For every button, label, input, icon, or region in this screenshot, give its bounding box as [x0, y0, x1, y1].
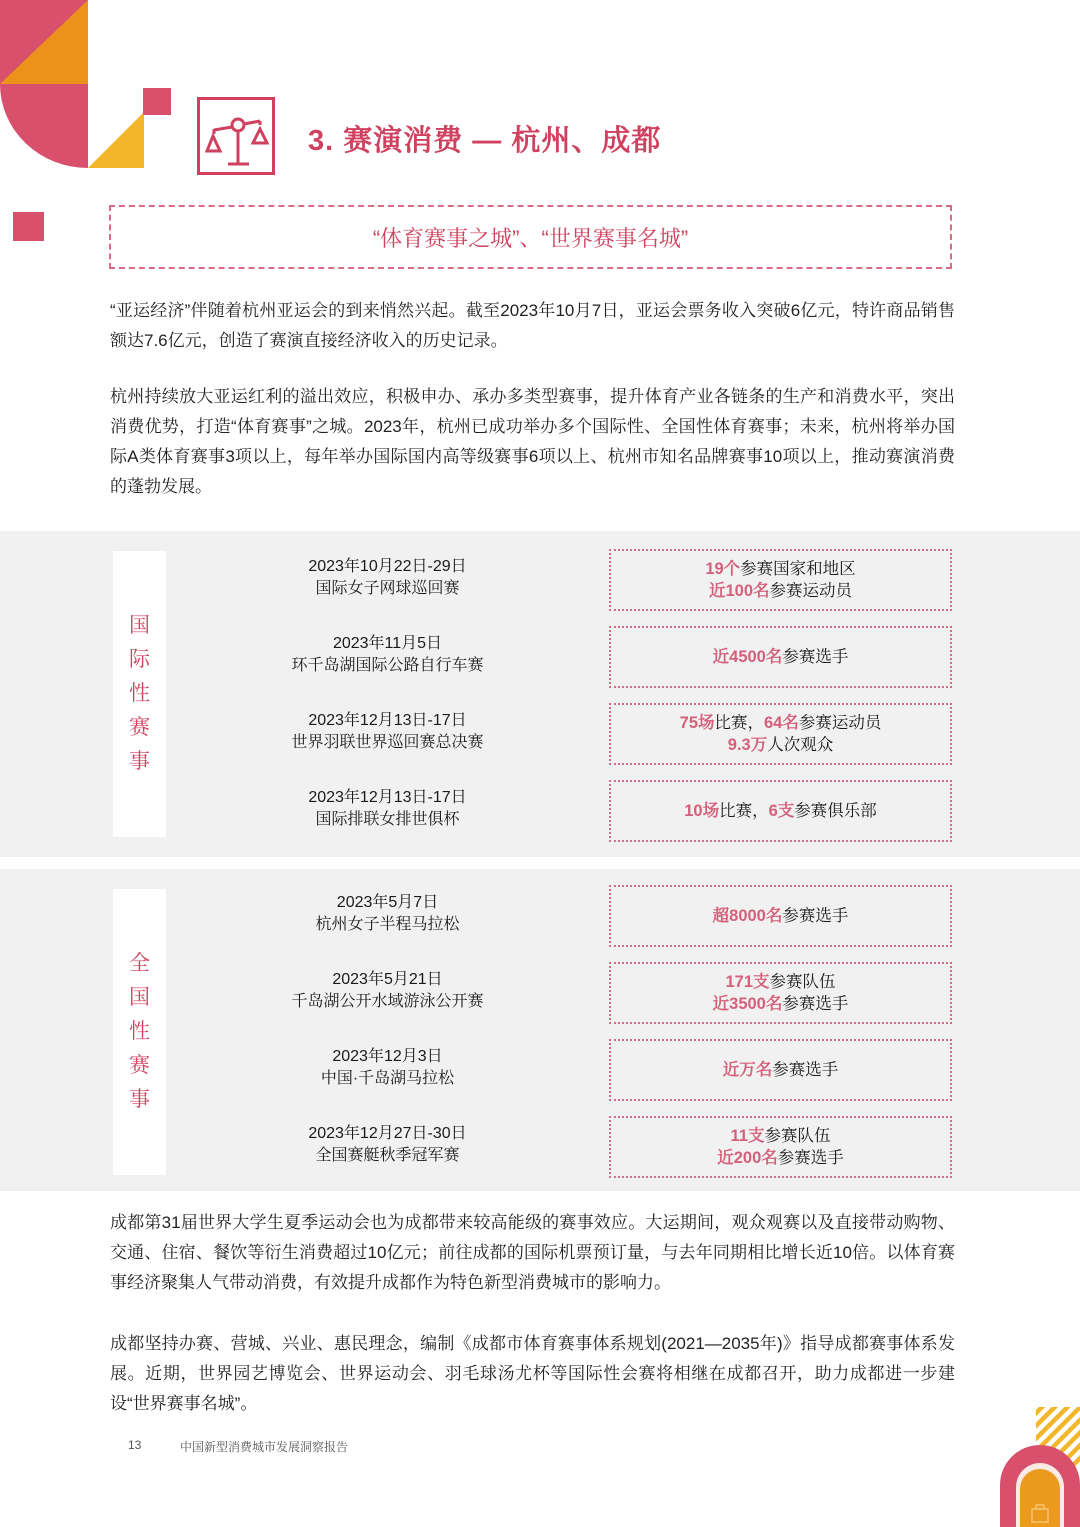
stat-text: 参赛运动员	[798, 714, 882, 732]
label-char: 赛	[129, 1054, 150, 1077]
national-events-label	[113, 889, 166, 1175]
event-date: 2023年12月13日-17日	[308, 789, 467, 806]
paragraph-asian-games-economy: “亚运经济”伴随着杭州亚运会的到来悄然兴起。截至2023年10月7日，亚运会票务收入突破6亿元，特许商品销售额达7.6亿元，创造了赛演直接经济收入的历史记录。	[110, 301, 955, 350]
stat-highlight: 近4500名	[712, 648, 783, 666]
event-stats-box	[609, 780, 952, 842]
event-stats-box	[609, 885, 952, 947]
label-char: 赛	[129, 716, 150, 739]
stat-text: 参赛队伍	[764, 1127, 831, 1145]
stat-line	[713, 646, 849, 668]
stat-highlight: 19个	[705, 560, 741, 578]
scales-icon	[197, 97, 275, 175]
stat-line	[725, 971, 835, 993]
event-info	[250, 710, 525, 754]
stat-text: 参赛国家和地区	[740, 560, 856, 578]
event-name: 中国·千岛湖马拉松	[320, 1070, 455, 1087]
event-name: 全国赛艇秋季冠军赛	[315, 1147, 460, 1164]
event-info	[250, 556, 525, 600]
stat-highlight: 6支	[768, 802, 795, 820]
event-stats-box	[609, 626, 952, 688]
stat-highlight: 64名	[764, 714, 799, 732]
label-char: 国	[129, 614, 150, 637]
stat-text: 参赛队伍	[769, 973, 836, 991]
stat-text: 比赛，	[714, 714, 764, 732]
paragraph-hangzhou-events: 杭州持续放大亚运红利的溢出效应，积极申办、承办多类型赛事，提升体育产业各链条的生产和消费水平，突出消费优势，打造“体育赛事”之城。2023年，杭州已成功举办多个国际性、全国性体育赛事；未来，杭州将举办国际A类体育赛事3项以上，每年举办国际国内高等级赛事6项以上、杭州市知名品牌赛事10项以上，推动赛演消费的蓬勃发展。	[110, 387, 955, 496]
event-date: 2023年12月13日-17日	[308, 712, 467, 729]
stat-line	[713, 993, 849, 1015]
stat-highlight: 近200名	[717, 1149, 778, 1167]
event-stats-box	[609, 962, 952, 1024]
stat-highlight: 9.3万	[727, 736, 768, 754]
stat-highlight: 超8000名	[712, 907, 783, 925]
event-date: 2023年12月3日	[332, 1048, 443, 1065]
stat-text: 人次观众	[767, 736, 834, 754]
stat-text: 参赛选手	[772, 1061, 839, 1079]
event-name: 国际排联女排世俱杯	[315, 811, 460, 828]
stat-line	[713, 905, 849, 927]
label-char: 全	[129, 952, 150, 975]
section-title: 3. 赛演消费 — 杭州、成都	[308, 125, 662, 157]
label-char: 事	[129, 1088, 150, 1111]
event-date: 2023年5月21日	[332, 971, 443, 988]
label-char: 性	[129, 1020, 150, 1043]
label-char: 事	[129, 750, 150, 773]
event-stats-box	[609, 549, 952, 611]
event-stats-box	[609, 1039, 952, 1101]
event-info	[250, 892, 525, 936]
paragraph-chengdu-universiade: 成都第31届世界大学生夏季运动会也为成都带来较高能级的赛事效应。大运期间，观众观赛以及直接带动购物、交通、住宿、餐饮等衍生消费超过10亿元；前往成都的国际机票预订量，与去年同期相比增长近10倍。以体育赛事经济聚集人气带动消费，有效提升成都作为特色新型消费城市的影响力。	[110, 1213, 955, 1292]
stat-line	[723, 1059, 839, 1081]
stat-line	[728, 734, 833, 756]
event-stats-box	[609, 703, 952, 765]
label-char: 性	[129, 682, 150, 705]
quote-banner-text: “体育赛事之城”、“世界赛事名城”	[372, 225, 689, 251]
stat-highlight: 11支	[730, 1127, 765, 1145]
stat-text: 参赛选手	[782, 995, 849, 1013]
event-info	[250, 1123, 525, 1167]
stat-line	[680, 712, 882, 734]
event-date: 2023年10月22日-29日	[308, 558, 467, 575]
paragraph-chengdu-plan: 成都坚持办赛、营城、兴业、惠民理念，编制《成都市体育赛事体系规划(2021—2035年)》指导成都赛事体系发展。近期，世界园艺博览会、世界运动会、羽毛球汤尤杯等国际性会赛将相继在成都召开，助力成都进一步建设“世界赛事名城”。	[110, 1334, 955, 1413]
event-name: 国际女子网球巡回赛	[315, 580, 460, 597]
event-name: 千岛湖公开水域游泳公开赛	[291, 993, 484, 1010]
report-title: 中国新型消费城市发展洞察报告	[180, 1440, 349, 1454]
stat-text: 参赛运动员	[769, 582, 853, 600]
international-events-section	[0, 531, 1080, 857]
label-char: 国	[129, 986, 150, 1009]
stat-line	[684, 800, 877, 822]
label-char: 际	[129, 648, 150, 671]
stat-line	[709, 580, 852, 602]
stat-highlight: 近100名	[708, 582, 770, 600]
quote-banner	[109, 205, 952, 269]
stat-line	[717, 1147, 844, 1169]
stat-highlight: 75场	[679, 714, 715, 732]
event-name: 环千岛湖国际公路自行车赛	[291, 657, 484, 674]
stat-highlight: 10场	[684, 802, 720, 820]
national-events-section	[0, 869, 1080, 1191]
event-info	[250, 969, 525, 1013]
stat-text: 参赛选手	[782, 648, 849, 666]
event-date: 2023年11月5日	[332, 635, 443, 652]
event-date: 2023年5月7日	[336, 894, 439, 911]
event-info	[250, 787, 525, 831]
stat-text: 比赛，	[719, 802, 769, 820]
stat-highlight: 近3500名	[712, 995, 783, 1013]
event-name: 世界羽联世界巡回赛总决赛	[291, 734, 484, 751]
stat-text: 参赛选手	[782, 907, 849, 925]
event-name: 杭州女子半程马拉松	[315, 916, 460, 933]
stat-text: 参赛选手	[777, 1149, 844, 1167]
stat-highlight: 近万名	[722, 1061, 773, 1079]
international-events-label	[113, 551, 166, 837]
stat-line	[731, 1125, 831, 1147]
stat-line	[705, 558, 855, 580]
page-number: 13	[128, 1438, 142, 1452]
stat-highlight: 171支	[725, 973, 770, 991]
stat-text: 参赛俱乐部	[794, 802, 877, 820]
event-info	[250, 633, 525, 677]
event-stats-box	[609, 1116, 952, 1178]
event-date: 2023年12月27日-30日	[308, 1125, 467, 1142]
decorative-arch-bottom-right	[990, 1405, 1080, 1527]
event-info	[250, 1046, 525, 1090]
